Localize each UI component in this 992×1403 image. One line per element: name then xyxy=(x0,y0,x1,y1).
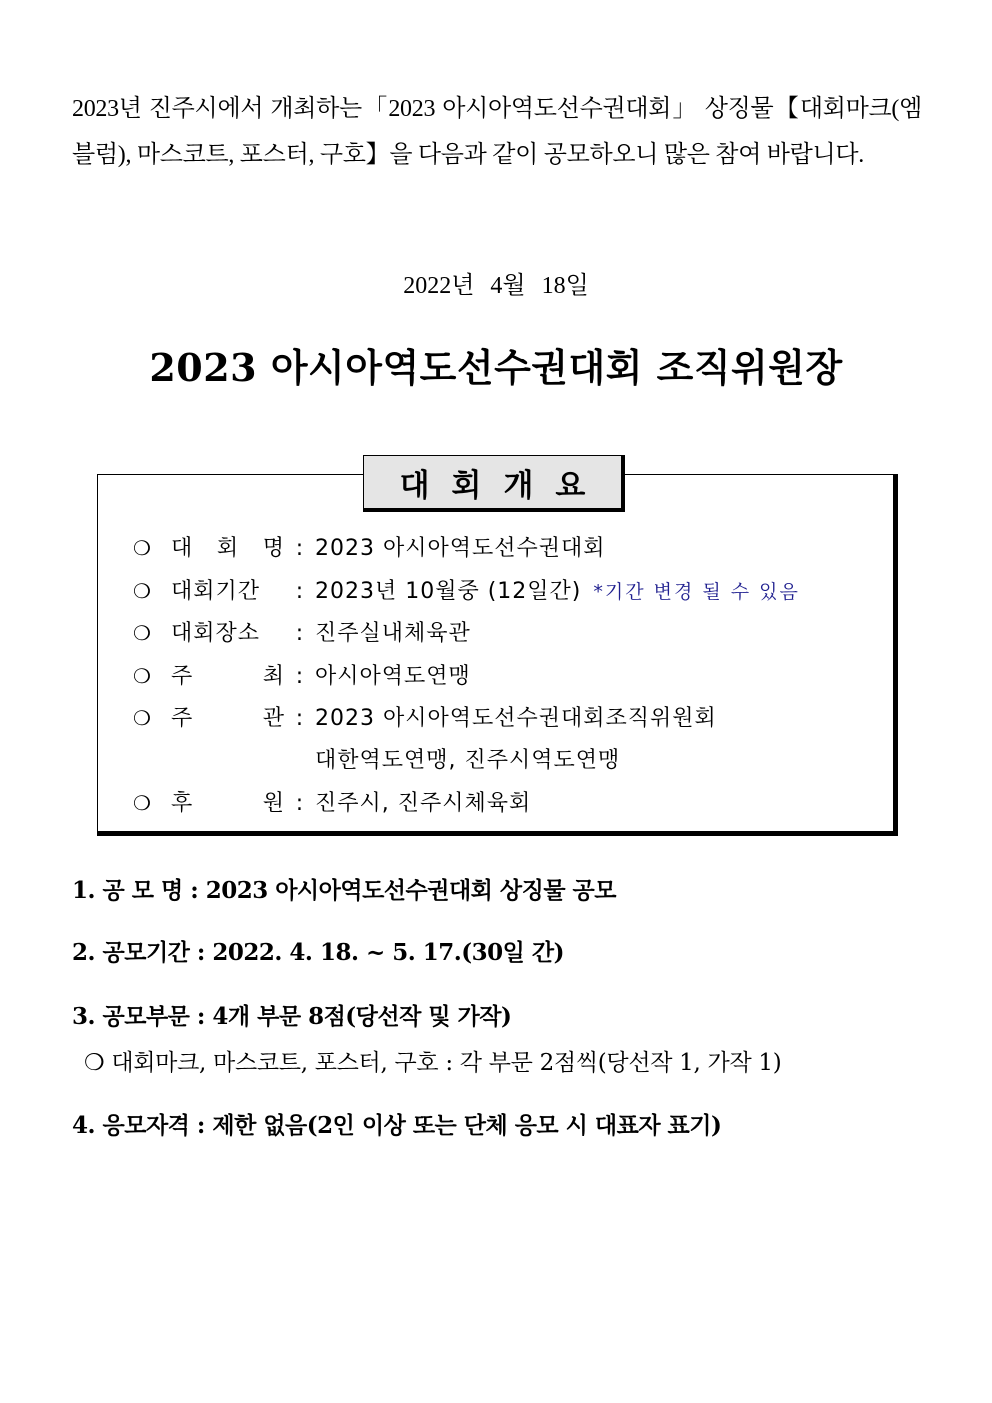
intro-paragraph: 2023년 진주시에서 개최하는「2023 아시아역도선수권대회」 상징물【대회마크(엠블럼), 마스코트, 포스터, 구호】을 다음과 같이 공모하오니 많은 참여 바랍니다. xyxy=(72,96,922,168)
overview-value: 진주실내체육관 xyxy=(315,621,471,646)
label-char: 회 xyxy=(216,536,240,561)
overview-row-name xyxy=(133,527,873,570)
overview-value: 2023 아시아역도선수권대회 xyxy=(315,536,606,561)
overview-row-period xyxy=(133,570,873,613)
section-categories-detail: ❍ 대회마크, 마스코트, 포스터, 구호 : 각 부문 2점씩(당선작 1, 가작 1) xyxy=(84,1050,782,1076)
label-char: 대회기간 xyxy=(171,578,261,604)
section-eligibility: 4. 응모자격 : 제한 없음(2인 이상 또는 단체 응모 시 대표자 표기) xyxy=(72,1112,722,1139)
overview-title: 대회개요 xyxy=(363,455,625,512)
overview-list xyxy=(133,527,873,825)
label-char: 주 xyxy=(171,663,194,689)
section-contest-name: 1. 공 모 명 : 2023 아시아역도선수권대회 상징물 공모 xyxy=(72,877,616,904)
label-char: 최 xyxy=(262,663,285,689)
overview-label xyxy=(171,783,285,826)
announcement-date: 2022년 4월 18일 xyxy=(403,273,589,299)
label-char: 원 xyxy=(262,791,285,816)
label-char: 대 xyxy=(171,536,194,561)
circle-bullet-icon: ❍ xyxy=(133,706,152,730)
colon: : xyxy=(295,663,305,689)
label-char: 주 xyxy=(171,706,194,731)
circle-bullet-icon: ❍ xyxy=(133,578,152,603)
label-char: 관 xyxy=(262,706,285,731)
label-char: 후 xyxy=(171,791,194,816)
overview-value: 2023 아시아역도선수권대회조직위원회 xyxy=(315,706,717,731)
overview-row-organizer xyxy=(133,697,873,740)
overview-value: 아시아역도연맹 xyxy=(315,663,471,689)
overview-row-organizer-continuation xyxy=(133,740,873,783)
colon: : xyxy=(295,706,305,731)
colon: : xyxy=(295,621,305,646)
overview-row-sponsor xyxy=(133,782,873,825)
overview-label xyxy=(171,571,285,614)
circle-bullet-icon: ❍ xyxy=(133,621,152,645)
period-change-note: *기간 변경 될 수 있음 xyxy=(593,580,800,603)
section-contest-categories: 3. 공모부문 : 4개 부문 8점(당선작 및 가작) xyxy=(72,1003,512,1030)
colon: : xyxy=(295,791,305,816)
signer-title: 2023 아시아역도선수권대회 조직위원장 xyxy=(149,345,843,390)
circle-bullet-icon: ❍ xyxy=(133,536,152,560)
label-char: 명 xyxy=(262,536,285,561)
section-contest-period: 2. 공모기간 : 2022. 4. 18. ~ 5. 17.(30일 간) xyxy=(72,939,564,966)
colon: : xyxy=(295,578,305,604)
overview-label xyxy=(171,656,285,699)
overview-label xyxy=(171,698,285,741)
overview-row-venue xyxy=(133,612,873,655)
overview-label xyxy=(171,528,285,571)
overview-value: 대한역도연맹, 진주시역도연맹 xyxy=(315,747,621,773)
overview-value: 2023년 10월중 (12일간) xyxy=(315,578,582,604)
circle-bullet-icon: ❍ xyxy=(133,663,152,688)
colon: : xyxy=(295,536,305,561)
label-char: 대회장소 xyxy=(171,621,261,646)
overview-value: 진주시, 진주시체육회 xyxy=(315,791,532,816)
overview-row-host xyxy=(133,655,873,698)
circle-bullet-icon: ❍ xyxy=(133,791,152,815)
overview-label xyxy=(171,613,285,656)
